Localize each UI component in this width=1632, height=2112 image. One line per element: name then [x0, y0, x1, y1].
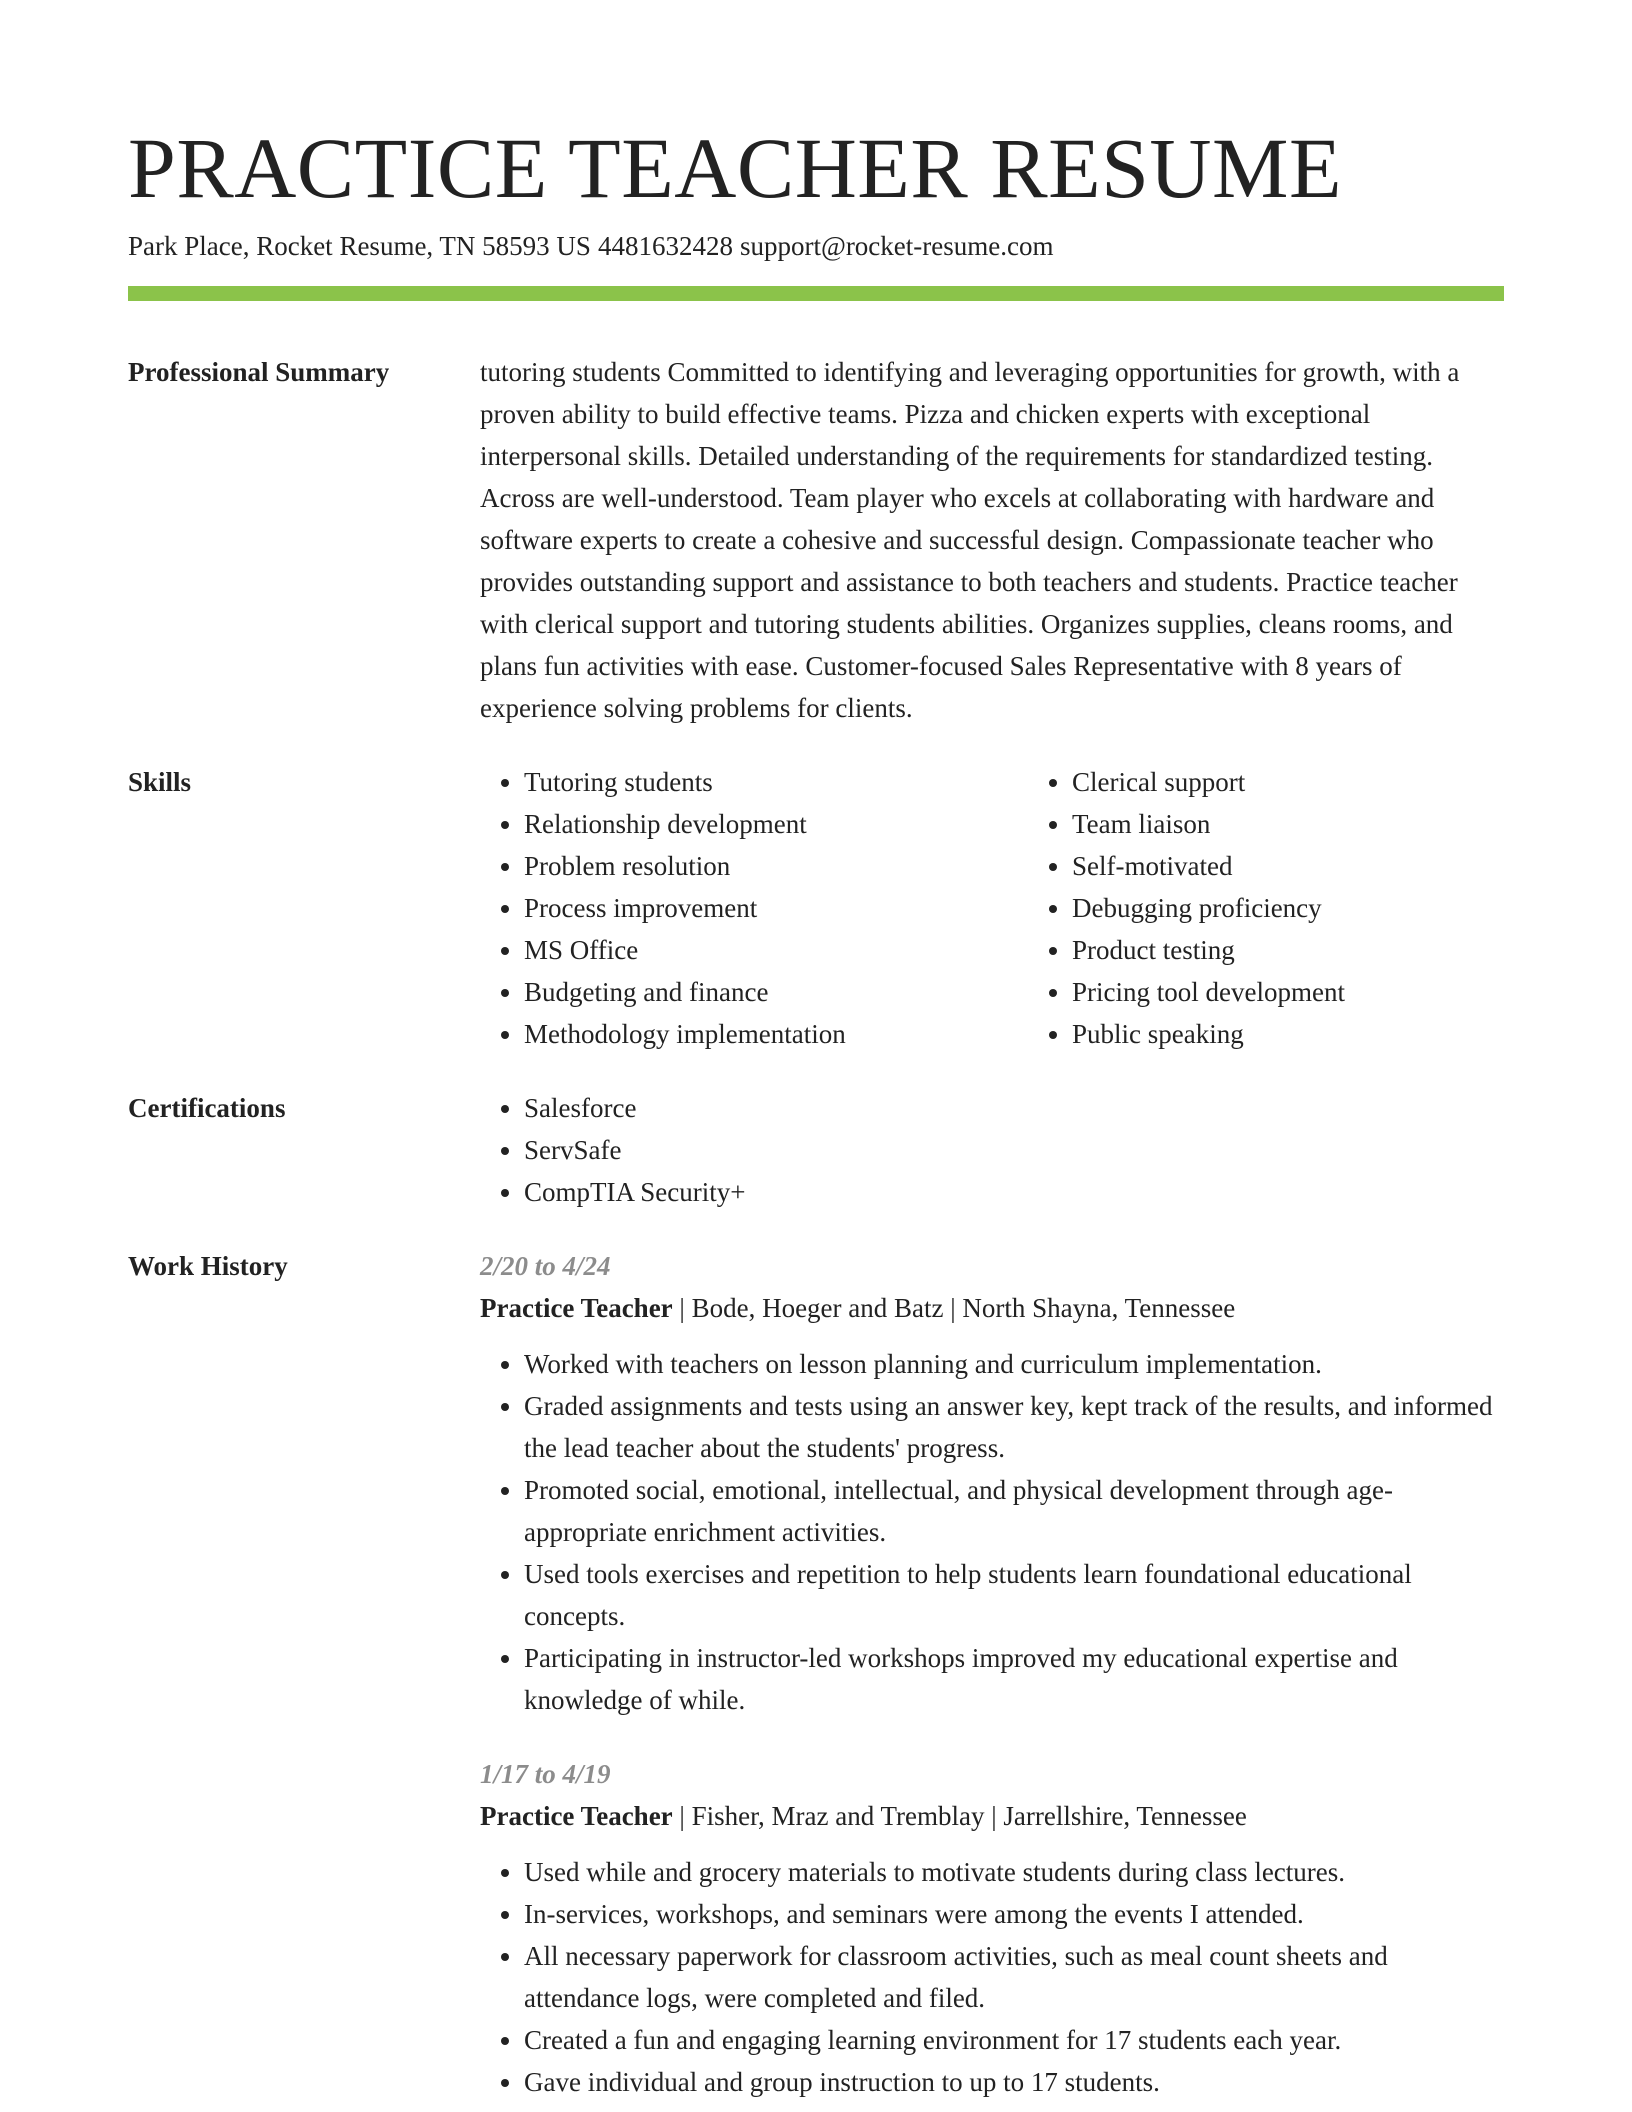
job-header — [480, 1287, 1504, 1329]
job-company: Fisher, Mraz and Tremblay — [691, 1801, 985, 1831]
resume-title: PRACTICE TEACHER RESUME — [128, 120, 1343, 216]
job-separator: | — [679, 1293, 685, 1323]
job-separator: | — [991, 1801, 997, 1831]
skill-item: • MS Office — [524, 929, 1028, 971]
skills-section — [128, 761, 1504, 1055]
job-bullet: • Participating in instructor-led workshops improved my educational expertise and knowledge of while. — [524, 1637, 1504, 1721]
summary-heading: Professional Summary — [128, 357, 390, 387]
certifications-heading: Certifications — [128, 1093, 286, 1123]
summary-text: tutoring students Committed to identifying and leveraging opportunities for growth, with a proven ability to build effective teams. Pizza and chicken experts with exceptional interpersonal skills. Detailed understanding of the requirements for standardized testing. Across are well-understood. Team player who excels at collaborating with hardware and software experts to create a cohesive and successful design. Compassionate teacher who provides outstanding support and assistance to both teachers and students. Practice teacher with clerical support and tutoring students abilities. Organizes supplies, cleans rooms, and plans fun activities with ease. Customer-focused Sales Representative with 8 years of experience solving problems for clients. — [480, 357, 1460, 723]
skills-columns — [480, 761, 1576, 1055]
job-location: North Shayna, Tennessee — [962, 1293, 1236, 1323]
skill-item: • Team liaison — [1072, 803, 1576, 845]
job-company: Bode, Hoeger and Batz — [691, 1293, 944, 1323]
work-history-section — [128, 1245, 1504, 2103]
skills-list-right — [1028, 761, 1576, 1055]
skill-item: • Self-motivated — [1072, 845, 1576, 887]
job-bullet: • Worked with teachers on lesson planning and curriculum implementation. — [524, 1343, 1504, 1385]
skill-item: • Clerical support — [1072, 761, 1576, 803]
certifications-section — [128, 1087, 1504, 1213]
contact-line — [128, 228, 1504, 264]
job-bullet: • All necessary paperwork for classroom activities, such as meal count sheets and attendance logs, were completed and filed. — [524, 1935, 1504, 2019]
job-bullet: • Used while and grocery materials to motivate students during class lectures. — [524, 1851, 1504, 1893]
skill-item: • Pricing tool development — [1072, 971, 1576, 1013]
job-title: Practice Teacher — [480, 1801, 673, 1831]
certifications-body — [480, 1087, 1504, 1213]
skill-item: • Process improvement — [524, 887, 1028, 929]
resume-page — [128, 118, 1504, 2103]
summary-section — [128, 351, 1504, 729]
job-separator: | — [950, 1293, 956, 1323]
contact-address: Park Place, Rocket Resume, TN 58593 US — [128, 231, 591, 261]
certifications-list — [480, 1087, 1504, 1213]
job-bullet: • Created a fun and engaging learning environment for 17 students each year. — [524, 2019, 1504, 2061]
job-bullet: • Used tools exercises and repetition to help students learn foundational educational concepts. — [524, 1553, 1504, 1637]
certification-item: • ServSafe — [524, 1129, 1504, 1171]
job-bullet: • Gave individual and group instruction to up to 17 students. — [524, 2061, 1504, 2103]
job-location: Jarrellshire, Tennessee — [1003, 1801, 1247, 1831]
skills-heading: Skills — [128, 767, 192, 797]
job-bullet: • Graded assignments and tests using an answer key, kept track of the results, and informed the lead teacher about the students' progress. — [524, 1385, 1504, 1469]
job-bullets — [480, 1343, 1504, 1721]
header-divider — [128, 286, 1504, 301]
contact-phone: 4481632428 — [597, 231, 733, 261]
job-dates: 1/17 to 4/19 — [480, 1759, 611, 1789]
job-bullet: • In-services, workshops, and seminars were among the events I attended. — [524, 1893, 1504, 1935]
job-separator: | — [679, 1801, 685, 1831]
skills-list-left — [480, 761, 1028, 1055]
skill-item: • Relationship development — [524, 803, 1028, 845]
job-bullet: • Promoted social, emotional, intellectual, and physical development through age-appropriate enrichment activities. — [524, 1469, 1504, 1553]
certification-item: • CompTIA Security+ — [524, 1171, 1504, 1213]
job-dates: 2/20 to 4/24 — [480, 1251, 611, 1281]
certification-item: • Salesforce — [524, 1087, 1504, 1129]
skill-item: • Problem resolution — [524, 845, 1028, 887]
skill-item: • Product testing — [1072, 929, 1576, 971]
skill-item: • Public speaking — [1072, 1013, 1576, 1055]
work-history-heading: Work History — [128, 1251, 288, 1281]
work-history-body — [480, 1245, 1504, 2103]
contact-email: support@rocket-resume.com — [739, 231, 1054, 261]
job-entry — [480, 1245, 1504, 1721]
job-title: Practice Teacher — [480, 1293, 673, 1323]
skill-item: • Debugging proficiency — [1072, 887, 1576, 929]
skill-item: • Budgeting and finance — [524, 971, 1028, 1013]
job-header — [480, 1795, 1504, 1837]
job-bullets — [480, 1851, 1504, 2103]
skill-item: • Tutoring students — [524, 761, 1028, 803]
skill-item: • Methodology implementation — [524, 1013, 1028, 1055]
job-entry — [480, 1753, 1504, 2103]
